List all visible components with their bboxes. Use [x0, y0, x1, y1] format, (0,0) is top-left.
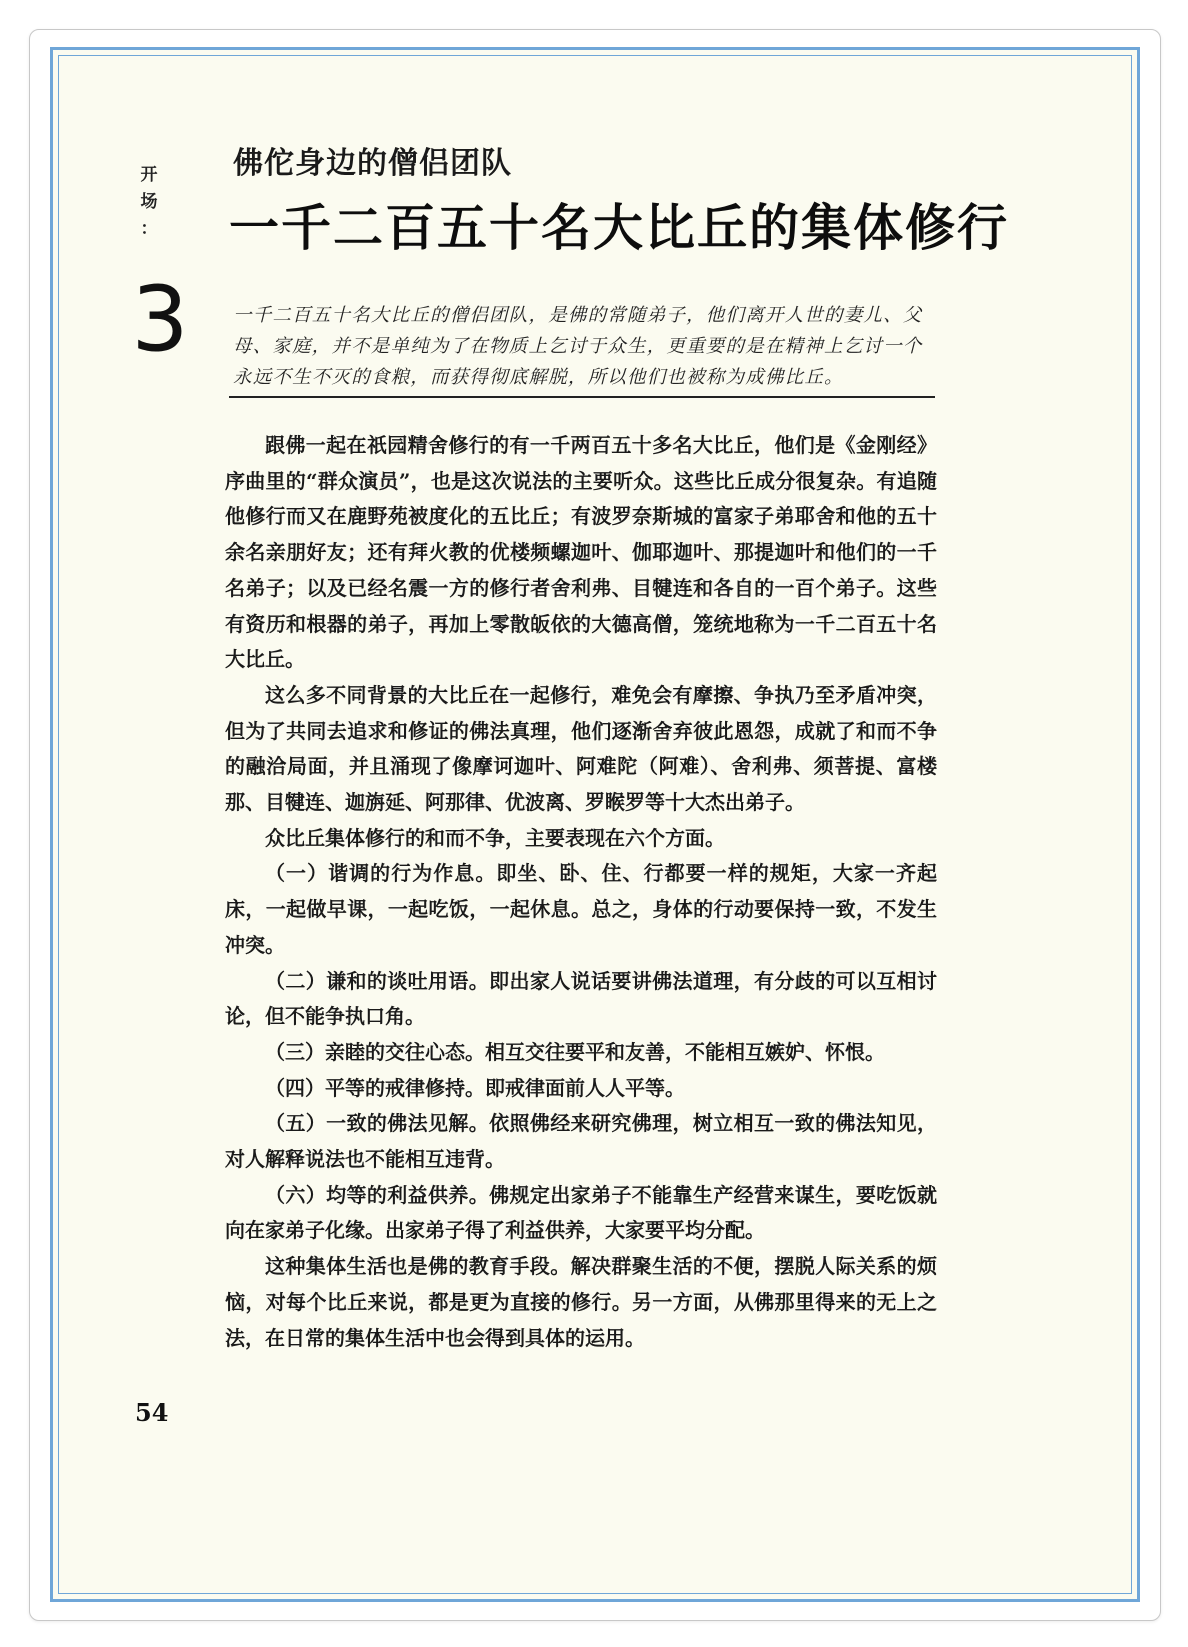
paragraph: 跟佛一起在祇园精舍修行的有一千两百五十多名大比丘，他们是《金刚经》序曲里的“群众演员”，也是这次说法的主要听众。这些比丘成分很复杂。有追随他修行而又在鹿野苑被度化的五比丘；有波罗奈斯城的富家子弟耶舍和他的五十余名亲朋好友；还有拜火教的优楼频螺迦叶、伽耶迦叶、那提迦叶和他们的一千名弟子；以及已经名震一方的修行者舍利弗、目犍连和各自的一百个弟子。这些有资历和根器的弟子，再加上零散皈依的大德高僧，笼统地称为一千二百五十名大比丘。: [225, 433, 937, 672]
chapter-subtitle: 佛佗身边的僧侣团队: [233, 146, 512, 181]
side-label-char: ：: [140, 219, 158, 239]
side-label-char: 场: [140, 192, 158, 212]
book-page: [50, 47, 1140, 1602]
divider-rule: [229, 396, 935, 398]
chapter-intro: 一千二百五十名大比丘的僧侣团队，是佛的常随弟子，他们离开人世的妻儿、父母、家庭，并不是单纯为了在物质上乞讨于众生，更重要的是在精神上乞讨一个永远不生不灭的食粮，而获得彻底解脱，所以他们也被称为成佛比丘。: [233, 305, 923, 388]
paragraph: （四）平等的戒律修持。即戒律面前人人平等。: [265, 1075, 685, 1100]
side-label-char: 开: [140, 165, 158, 185]
page-number: 54: [135, 1398, 169, 1427]
paragraph: 这么多不同背景的大比丘在一起修行，难免会有摩擦、争执乃至矛盾冲突，但为了共同去追求和修证的佛法真理，他们逐渐舍弃彼此恩怨，成就了和而不争的融洽局面，并且涌现了像摩诃迦叶、阿难陀（阿难）、舍利弗、须菩提、富楼那、目犍连、迦旃延、阿那律、优波离、罗睺罗等十大杰出弟子。: [225, 682, 937, 815]
paragraph: （六）均等的利益供养。佛规定出家弟子不能靠生产经营来谋生，要吃饭就向在家弟子化缘。出家弟子得了利益供养，大家要平均分配。: [225, 1182, 937, 1243]
paragraph: （五）一致的佛法见解。依照佛经来研究佛理，树立相互一致的佛法知见，对人解释说法也不能相互违背。: [225, 1111, 937, 1172]
chapter-title: 一千二百五十名大比丘的集体修行: [229, 199, 1009, 257]
body-text: [225, 428, 937, 1356]
paragraph: （三）亲睦的交往心态。相互交往要平和友善，不能相互嫉妒、怀恨。: [265, 1039, 885, 1064]
paragraph: （二）谦和的谈吐用语。即出家人说话要讲佛法道理，有分歧的可以互相讨论，但不能争执口角。: [225, 968, 937, 1029]
section-side-label: [135, 162, 163, 243]
paragraph: 众比丘集体修行的和而不争，主要表现在六个方面。: [265, 825, 725, 850]
paragraph: 这种集体生活也是佛的教育手段。解决群聚生活的不便，摆脱人际关系的烦恼，对每个比丘来说，都是更为直接的修行。另一方面，从佛那里得来的无上之法，在日常的集体生活中也会得到具体的运用。: [225, 1254, 937, 1350]
paragraph: （一）谐调的行为作息。即坐、卧、住、行都要一样的规矩，大家一齐起床，一起做早课，一起吃饭，一起休息。总之，身体的行动要保持一致，不发生冲突。: [225, 861, 937, 957]
chapter-number: 3: [131, 267, 189, 372]
